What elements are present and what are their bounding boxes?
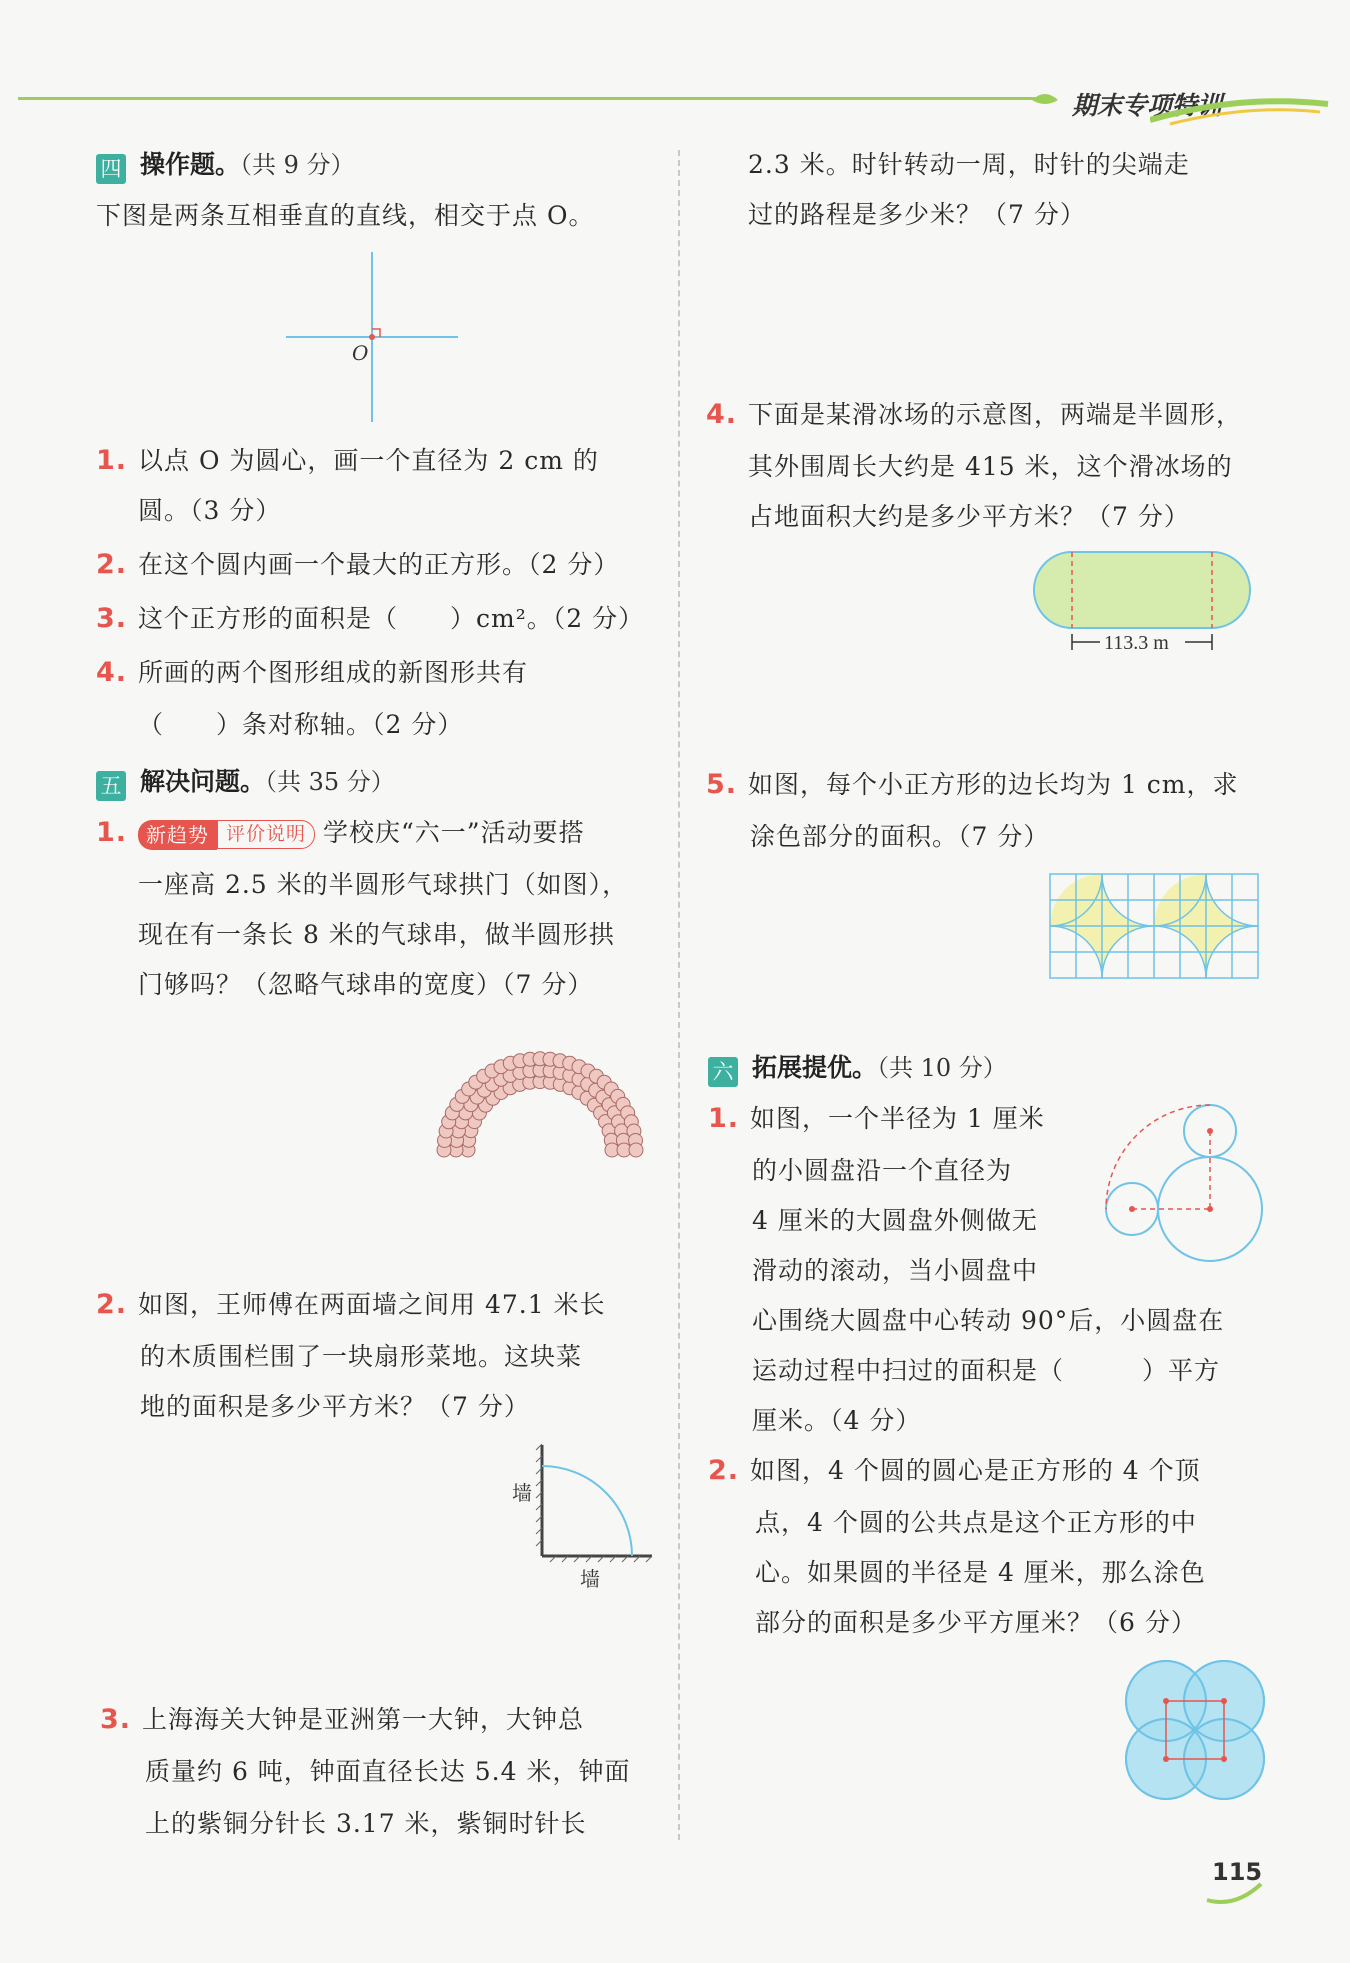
s5-question-4-line2: 其外围周长大约是 415 米，这个滑冰场的 xyxy=(748,452,1233,481)
rolling-disc-figure xyxy=(1100,1095,1270,1275)
s4-question-1 xyxy=(96,436,599,486)
rink-length-label: 113.3 m xyxy=(1104,632,1169,654)
s5-question-3-line2: 质量约 6 吨，钟面直径长达 5.4 米，钟面 xyxy=(145,1757,631,1786)
question-text: 上海海关大钟是亚洲第一大钟，大钟总 xyxy=(142,1705,585,1734)
section-title: 拓展提优。 xyxy=(752,1053,878,1082)
s5-question-5 xyxy=(706,760,1239,810)
s5-question-2-line3: 地的面积是多少平方米？（7 分） xyxy=(140,1392,530,1421)
page-number: 115 xyxy=(1212,1858,1263,1886)
page-number-swoosh xyxy=(1205,1878,1265,1908)
s5-question-5-line2: 涂色部分的面积。（7 分） xyxy=(750,822,1050,851)
question-text: 下面是某滑冰场的示意图，两端是半圆形， xyxy=(748,400,1243,429)
s6-question-1-line2: 的小圆盘沿一个直径为 xyxy=(752,1156,1013,1185)
question-number: 2. xyxy=(96,1289,128,1320)
question-number: 2. xyxy=(96,549,128,580)
section-badge: 四 xyxy=(96,154,126,184)
point-o-label: O xyxy=(352,341,369,365)
s5-question-3-line5: 过的路程是多少米？（7 分） xyxy=(748,200,1086,229)
s6-question-1-line4: 滑动的滚动，当小圆盘中 xyxy=(752,1256,1039,1285)
new-trend-tag: 新趋势 xyxy=(138,820,217,850)
question-number: 4. xyxy=(96,657,128,688)
s6-question-2 xyxy=(708,1446,1201,1496)
section-badge: 五 xyxy=(96,771,126,801)
s6-question-1-line7: 厘米。（4 分） xyxy=(752,1406,922,1435)
header-rule xyxy=(18,97,1048,100)
header-swoosh xyxy=(1150,98,1330,128)
section-score: （共 9 分） xyxy=(240,151,355,179)
section4-heading xyxy=(96,145,355,184)
question-text: 如图，王师傅在两面墙之间用 47.1 米长 xyxy=(138,1290,606,1319)
section-title: 操作题。 xyxy=(140,150,241,179)
question-number: 1. xyxy=(708,1103,740,1134)
s6-question-2-line4: 部分的面积是多少平方厘米？（6 分） xyxy=(755,1608,1197,1637)
walls-sector-figure xyxy=(500,1440,670,1590)
s5-question-1-line4: 门够吗？（忽略气球串的宽度）（7 分） xyxy=(138,970,594,999)
question-text: 在这个圆内画一个最大的正方形。（2 分） xyxy=(138,550,620,579)
section-badge: 六 xyxy=(708,1057,738,1087)
question-text: 如图，4 个圆的圆心是正方形的 4 个顶 xyxy=(750,1456,1201,1485)
s6-question-2-line3: 心。如果圆的半径是 4 厘米，那么涂色 xyxy=(755,1558,1206,1587)
section-title: 解决问题。 xyxy=(140,767,266,796)
s6-question-1 xyxy=(708,1094,1045,1144)
s6-question-1-line5: 心围绕大圆盘中心转动 90°后，小圆盘在 xyxy=(752,1306,1225,1335)
question-text: 所画的两个图形组成的新图形共有 xyxy=(138,658,529,687)
section5-heading xyxy=(96,762,395,801)
question-number: 2. xyxy=(708,1455,740,1486)
shaded-grid-figure xyxy=(1048,872,1264,982)
four-circles-figure xyxy=(1120,1655,1270,1805)
leaf-icon xyxy=(1030,90,1060,110)
question-number: 1. xyxy=(96,445,128,476)
s5-question-3 xyxy=(100,1695,584,1745)
question-text: 学校庆“六一”活动要搭 xyxy=(323,818,585,847)
section-score: （共 10 分） xyxy=(877,1054,1007,1082)
s5-question-4 xyxy=(706,390,1242,440)
s5-question-1-line3: 现在有一条长 8 米的气球串，做半圆形拱 xyxy=(138,920,615,949)
s6-question-2-line2: 点，4 个圆的公共点是这个正方形的中 xyxy=(755,1508,1197,1537)
s4-question-4-cont: （ ）条对称轴。（2 分） xyxy=(138,710,464,739)
column-divider xyxy=(678,150,680,1840)
question-number: 1. xyxy=(96,817,128,848)
evaluation-tag: 评价说明 xyxy=(217,820,315,849)
s5-question-1 xyxy=(96,808,585,858)
balloon-arch-figure xyxy=(430,1020,650,1170)
s4-question-1-cont: 圆。（3 分） xyxy=(138,496,282,525)
question-text: 这个正方形的面积是（ ）cm²。（2 分） xyxy=(138,604,645,633)
question-number: 3. xyxy=(100,1704,132,1735)
question-number: 4. xyxy=(706,399,738,430)
s5-question-3-line4: 2.3 米。时针转动一周，时针的尖端走 xyxy=(748,150,1190,179)
question-text: 以点 O 为圆心，画一个直径为 2 cm 的 xyxy=(138,446,599,475)
s6-question-1-line3: 4 厘米的大圆盘外侧做无 xyxy=(752,1206,1038,1235)
question-text: 如图，每个小正方形的边长均为 1 cm，求 xyxy=(748,770,1239,799)
header-title: 期末专项特训 xyxy=(1072,91,1223,120)
s5-question-3-line3: 上的紫铜分针长 3.17 米，紫铜时针长 xyxy=(145,1809,587,1838)
balloon xyxy=(629,1143,643,1157)
perpendicular-lines-figure xyxy=(280,250,470,430)
s5-question-4-line3: 占地面积大约是多少平方米？（7 分） xyxy=(748,502,1190,531)
section4-intro: 下图是两条互相垂直的直线，相交于点 O。 xyxy=(96,201,595,230)
s5-question-1-line2: 一座高 2.5 米的半圆形气球拱门（如图）， xyxy=(138,870,629,899)
wall-label-vertical: 墙 xyxy=(512,1481,532,1505)
question-number: 3. xyxy=(96,603,128,634)
s4-question-4 xyxy=(96,648,528,698)
s5-question-2-line2: 的木质围栏围了一块扇形菜地。这块菜 xyxy=(140,1342,583,1371)
section-score: （共 35 分） xyxy=(265,768,395,796)
s4-question-2 xyxy=(96,540,619,590)
wall-label-horizontal: 墙 xyxy=(580,1567,600,1590)
question-number: 5. xyxy=(706,769,738,800)
question-text: 如图，一个半径为 1 厘米 xyxy=(750,1104,1045,1133)
s4-question-3 xyxy=(96,594,644,644)
s6-question-1-line6: 运动过程中扫过的面积是（ ）平方 xyxy=(752,1356,1221,1385)
skating-rink-figure xyxy=(1030,548,1270,658)
section6-heading xyxy=(708,1048,1007,1087)
s5-question-2 xyxy=(96,1280,606,1330)
